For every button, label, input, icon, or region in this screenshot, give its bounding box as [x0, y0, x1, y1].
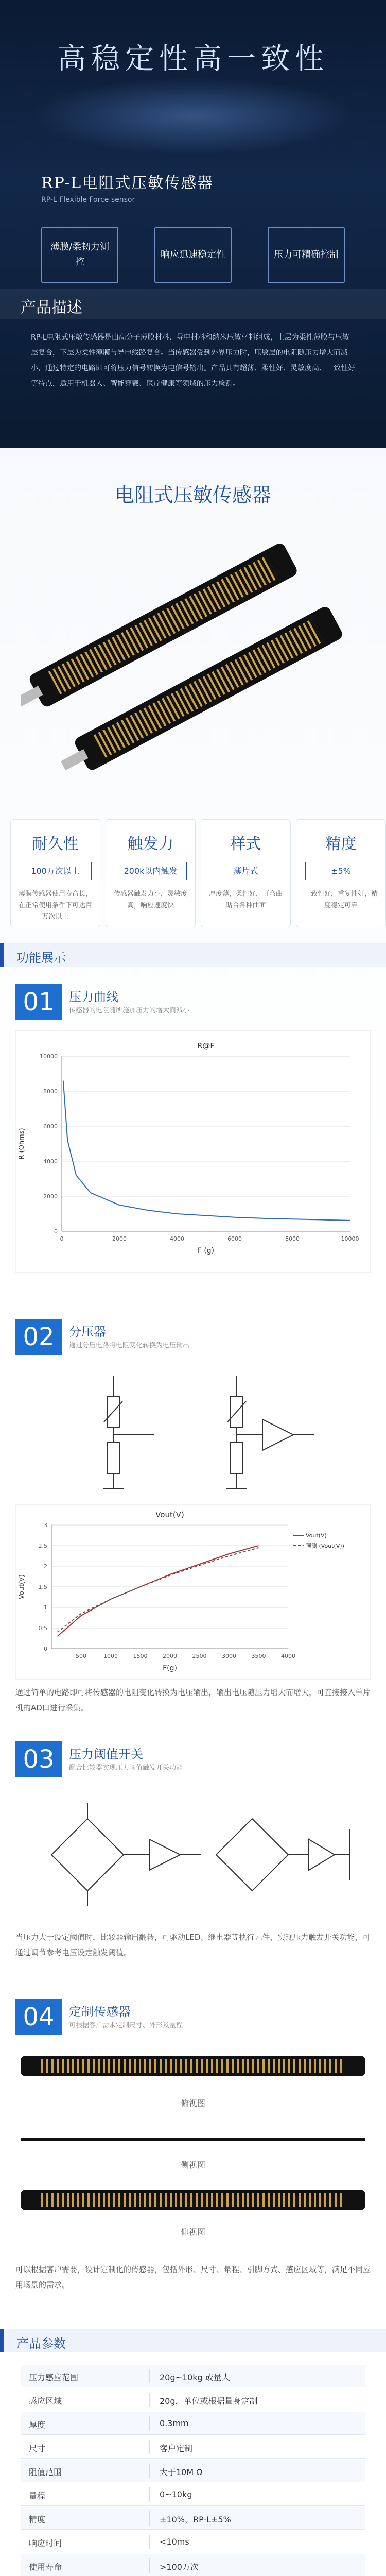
feature-badge: 薄片式: [210, 862, 282, 880]
spec-row: [21, 2412, 365, 2435]
x-tick-label: 2500: [192, 1653, 207, 1659]
feature-text: 厚度薄，柔性好，可弯曲贴合各种曲面: [208, 890, 283, 909]
spec-value: 0.3mm: [160, 2418, 189, 2428]
spec-key: 压力感应范围: [29, 2372, 79, 2382]
section-subtitle-curve: 传感器的电阻随所施加压力的增大而减小: [69, 1007, 190, 1014]
spec-key: 阻值范围: [29, 2467, 62, 2477]
y-tick-label: 2.5: [38, 1543, 47, 1549]
feature-text: 一致性好，重复性好，精度稳定可靠: [304, 890, 378, 909]
switch-note: 当压力大于设定阈值时，比较器输出翻转，可驱动LED、继电器等执行元件，实现压力触发开关功能，可通过调节参考电压设定触发阈值。: [15, 1933, 371, 1957]
y-axis-label: R (Ohms): [18, 1128, 26, 1160]
x-tick-label: 1500: [133, 1653, 148, 1659]
hero-subtitle-en: RP-L Flexible Force sensor: [41, 196, 135, 204]
functions-header: 功能展示: [16, 951, 66, 965]
section-subtitle-custom: 可根据客户需求定制尺寸、外形及量程: [69, 2022, 183, 2029]
feature-text: 传感器触发力小，灵敏度高，响应速度快: [113, 890, 187, 909]
y-tick-label: 3: [44, 1522, 47, 1529]
desc-heading-bar: [0, 289, 386, 319]
x-tick-label: 10000: [341, 1235, 359, 1242]
feature-head: 触发力: [127, 835, 174, 853]
section-title-custom: 定制传感器: [69, 2005, 131, 2019]
desc-heading: 产品描述: [21, 299, 82, 317]
chart-title: Vout(V): [155, 1510, 184, 1519]
product-title: 电阻式压敏传感器: [114, 484, 271, 506]
y-tick-label: 2000: [43, 1193, 58, 1200]
feature-text: 薄膜传感器使用寿命长，在正常使用条件下可达百万次以上: [18, 890, 92, 921]
section-number-03: 03: [15, 1741, 62, 1777]
spec-divider: [149, 2535, 150, 2549]
specs-header: 产品参数: [16, 2336, 66, 2351]
x-tick-label: 3500: [251, 1653, 266, 1659]
divider-circuit-diagram: [67, 1365, 324, 1499]
spec-divider: [149, 2558, 150, 2573]
vout-chart: [15, 1504, 371, 1680]
x-tick-label: 3000: [222, 1653, 236, 1659]
section-title-curve: 压力曲线: [69, 990, 118, 1004]
feature-card-style: [201, 819, 291, 927]
y-tick-label: 0: [44, 1646, 47, 1652]
spec-key: 响应时间: [29, 2538, 62, 2548]
x-tick-label: 2000: [163, 1653, 177, 1659]
view-label-bottom: 仰视图: [180, 2227, 205, 2237]
y-tick-label: 0: [54, 1228, 58, 1235]
hero-feature-2: 响应迅速稳定性: [154, 227, 232, 283]
spec-row: [21, 2507, 365, 2530]
x-tick-label: 2000: [112, 1235, 127, 1242]
specs-header-bar: [0, 2329, 386, 2352]
view-label-top: 俯视图: [180, 2098, 205, 2108]
spec-value: 20g~10kg 或量大: [160, 2372, 230, 2382]
hero-title: 高稳定性高一致性: [57, 42, 329, 76]
section-title-divider: 分压器: [69, 1325, 106, 1339]
section-subtitle-divider: 通过分压电路将电阻变化转换为电压输出: [69, 1342, 190, 1349]
legend-label: Vout(V): [306, 1532, 327, 1539]
spec-row: [21, 2554, 365, 2576]
chart-title: R@F: [197, 1041, 215, 1050]
hero-description: RP-L电阻式压敏传感器是由高分子薄膜材料、导电材料和纳米压敏材料组成，上层为柔性薄膜与压敏层复合，下层为柔性薄膜与导电线路复合。当传感器受到外界压力时，压敏层的电阻随压力增大而减小，通过特定的电路即可将压力信号转换为电信号输出。产品具有超薄、柔性好、灵敏度高、一致性好等特点，适用于机器人、智能穿戴、医疗健康等领域的压力检测。: [31, 333, 355, 388]
x-tick-label: 8000: [285, 1235, 300, 1242]
feature-card-trigger: [106, 819, 196, 927]
spec-divider: [149, 2464, 150, 2478]
legend-label: 预测 (Vout(V)): [306, 1543, 344, 1549]
x-tick-label: 1000: [103, 1653, 118, 1659]
feature-badge: ±5%: [305, 862, 377, 880]
spec-divider: [149, 2393, 150, 2407]
section-subtitle-switch: 配合比较器实现压力阈值触发开关功能: [69, 1764, 183, 1772]
sensor-top-view: [21, 2056, 365, 2076]
y-tick-label: 8000: [43, 1088, 58, 1095]
hero-subtitle: RP-L电阻式压敏传感器: [41, 174, 214, 192]
spec-divider: [149, 2416, 150, 2431]
switch-circuit-diagram: [21, 1788, 365, 1922]
x-axis-label: F (g): [197, 1247, 215, 1255]
y-tick-label: 10000: [40, 1053, 58, 1060]
pressure-curve-chart: [15, 1030, 371, 1273]
section-number-04: 04: [15, 1999, 62, 2035]
y-tick-label: 6000: [43, 1123, 58, 1130]
spec-value: <10ms: [160, 2537, 189, 2547]
section-number-02: 02: [15, 1319, 62, 1355]
y-tick-label: 2: [44, 1563, 47, 1570]
spec-row: [21, 2388, 365, 2411]
divider-note: 通过简单的电路即可将传感器的电阻变化转换为电压输出，输出电压随压力增大而增大，可直接接入单片机的AD口进行采集。: [15, 1688, 371, 1713]
spec-row: [21, 2436, 365, 2459]
x-axis-label: F(g): [163, 1664, 177, 1672]
section-title-switch: 压力阈值开关: [69, 1747, 143, 1761]
x-tick-label: 500: [76, 1653, 86, 1659]
spec-row: [21, 2531, 365, 2553]
y-tick-label: 0.5: [38, 1625, 47, 1632]
hero-feature-3: 压力可精确控制: [268, 227, 345, 283]
spec-value: 大于10M Ω: [160, 2467, 203, 2477]
x-tick-label: 4000: [170, 1235, 184, 1242]
section-number-01: 01: [15, 984, 62, 1020]
feature-card-precision: [296, 819, 386, 927]
functions-header-bar: [0, 943, 386, 967]
spec-key: 厚度: [29, 2420, 46, 2430]
hero-feature-1: 薄膜/柔韧力测控: [41, 227, 118, 283]
y-axis-label: Vout(V): [18, 1574, 26, 1600]
custom-note: 可以根据客户需要，设计定制化的传感器，包括外形、尺寸、量程、引脚方式、感应区域等，满足不同应用场景的需求。: [15, 2265, 371, 2290]
spec-key: 精度: [29, 2515, 46, 2524]
spec-key: 尺寸: [29, 2444, 46, 2453]
spec-divider: [149, 2487, 150, 2502]
spec-divider: [149, 2369, 150, 2383]
spec-row: [21, 2483, 365, 2506]
feature-badge: 100万次以上: [20, 862, 92, 880]
feature-card-durability: [10, 819, 100, 927]
hero-section: [0, 0, 386, 448]
spec-divider: [149, 2511, 150, 2526]
spec-key: 使用寿命: [29, 2562, 62, 2572]
feature-head: 样式: [230, 835, 261, 853]
x-tick-label: 6000: [227, 1235, 242, 1242]
chart-background: [15, 1030, 371, 1273]
sensor-illustration: [21, 520, 365, 809]
y-tick-label: 1: [44, 1604, 47, 1611]
spec-key: 量程: [29, 2491, 46, 2501]
spec-row: [21, 2365, 365, 2387]
view-label-side: 侧视图: [180, 2160, 205, 2170]
spec-value: 0~10kg: [160, 2489, 192, 2499]
y-tick-label: 1.5: [38, 1584, 47, 1590]
spec-key: 感应区域: [29, 2396, 62, 2406]
feature-head: 耐久性: [32, 835, 79, 853]
sensor-bottom-view: [21, 2190, 365, 2210]
spec-value: >100万次: [160, 2562, 199, 2572]
spec-divider: [149, 2440, 150, 2454]
y-tick-label: 4000: [43, 1158, 58, 1165]
feature-badge: 200k以内触发: [115, 862, 187, 880]
hero-glow: [31, 77, 355, 155]
spec-row: [21, 2460, 365, 2482]
x-tick-label: 4000: [281, 1653, 295, 1659]
x-tick-label: 0: [60, 1235, 64, 1242]
sensor-side-view: [21, 2138, 365, 2141]
spec-value: 客户定制: [160, 2444, 193, 2453]
spec-value: 20g，单位或根据量身定制: [160, 2396, 258, 2406]
feature-head: 精度: [325, 835, 357, 853]
spec-value: ±10%，RP-L±5%: [160, 2515, 231, 2524]
